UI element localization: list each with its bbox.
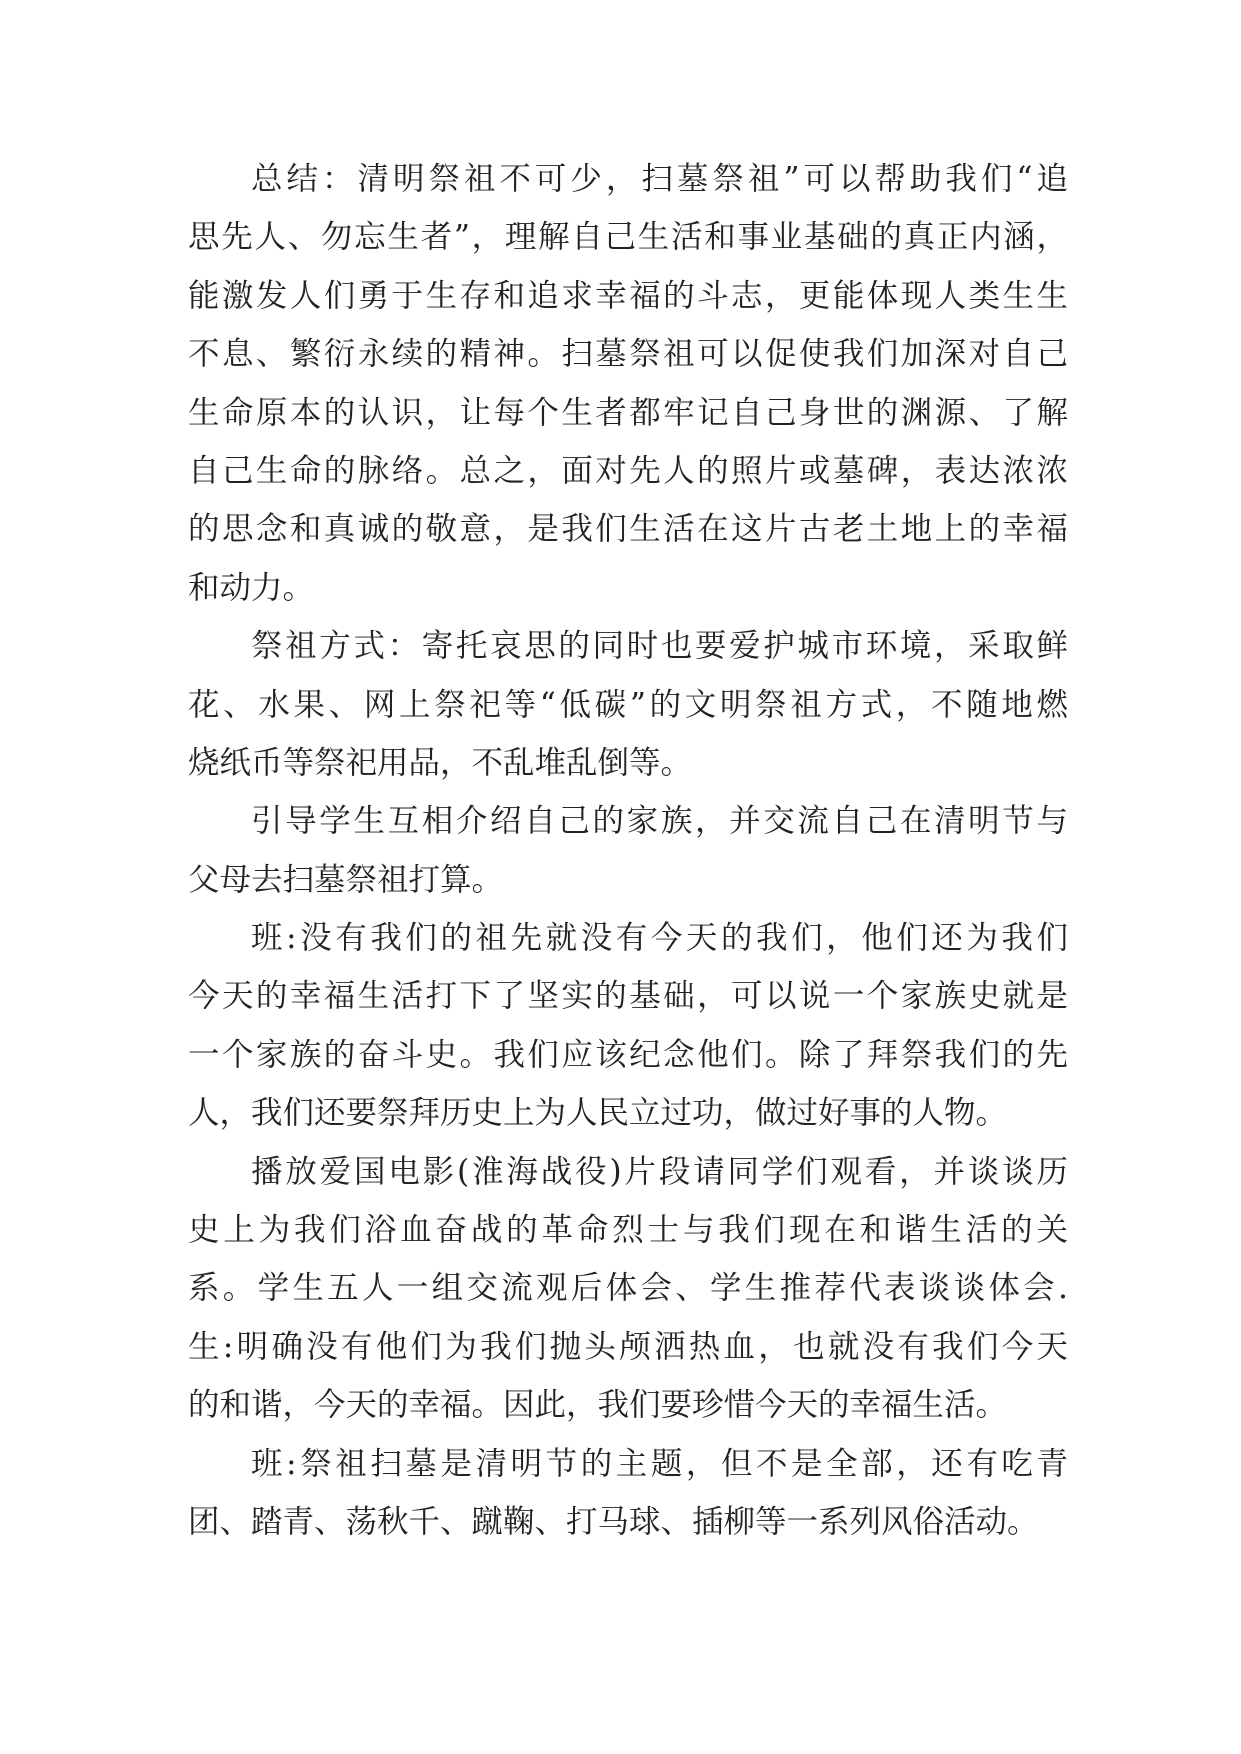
text-line: 播放爱国电影(淮海战役)片段请同学们观看，并谈谈历: [251, 1153, 1068, 1190]
text-line: 生:明确没有他们为我们抛头颅洒热血，也就没有我们今天: [188, 1328, 1068, 1365]
text-line: 班:祭祖扫墓是清明节的主题，但不是全部，还有吃青: [251, 1445, 1068, 1482]
paragraph-summary: [188, 150, 1068, 617]
text-line: 能激发人们勇于生存和追求幸福的斗志，更能体现人类生生: [188, 277, 1068, 314]
text-line: 班:没有我们的祖先就没有今天的我们，他们还为我们: [251, 920, 1068, 957]
paragraph-patriotic-film: [188, 1143, 1068, 1435]
paragraph-guide-students: [188, 792, 1068, 909]
text-line: 一个家族的奋斗史。我们应该纪念他们。除了拜祭我们的先: [188, 1036, 1068, 1073]
text-line: 的思念和真诚的敬意，是我们生活在这片古老土地上的幸福: [188, 511, 1068, 548]
text-line: 父母去扫墓祭祖打算。: [188, 861, 504, 898]
text-line: 不息、繁衍永续的精神。扫墓祭祖可以促使我们加深对自己: [188, 336, 1068, 373]
text-line: 生命原本的认识，让每个生者都牢记自己身世的渊源、了解: [188, 394, 1068, 431]
text-line: 今天的幸福生活打下了坚实的基础，可以说一个家族史就是: [188, 978, 1068, 1015]
body-text: [188, 150, 1068, 1551]
paragraph-class-ancestors: [188, 909, 1068, 1143]
text-line: 和动力。: [188, 569, 315, 606]
text-line: 思先人、勿忘生者”，理解自己生活和事业基础的真正内涵，: [188, 219, 1068, 256]
text-line: 系。学生五人一组交流观后体会、学生推荐代表谈谈体会.: [188, 1270, 1068, 1307]
text-line: 团、踏青、荡秋千、蹴鞠、打马球、插柳等一系列风俗活动。: [188, 1503, 1039, 1540]
text-line: 引导学生互相介绍自己的家族，并交流自己在清明节与: [251, 803, 1068, 840]
text-line: 总结：清明祭祖不可少，扫墓祭祖”可以帮助我们“追: [251, 161, 1068, 197]
text-line: 自己生命的脉络。总之，面对先人的照片或墓碑，表达浓浓: [188, 452, 1068, 489]
text-line: 花、水果、网上祭祀等“低碳”的文明祭祖方式，不随地燃: [188, 686, 1068, 723]
text-line: 祭祖方式：寄托哀思的同时也要爱护城市环境，采取鲜: [251, 628, 1068, 665]
text-line: 烧纸币等祭祀用品，不乱堆乱倒等。: [188, 744, 693, 781]
text-line: 人，我们还要祭拜历史上为人民立过功，做过好事的人物。: [188, 1095, 1008, 1132]
paragraph-customs: [188, 1435, 1068, 1552]
text-line: 史上为我们浴血奋战的革命烈士与我们现在和谐生活的关: [188, 1212, 1068, 1249]
paragraph-worship-method: [188, 617, 1068, 792]
text-line: 的和谐，今天的幸福。因此，我们要珍惜今天的幸福生活。: [188, 1387, 1008, 1424]
